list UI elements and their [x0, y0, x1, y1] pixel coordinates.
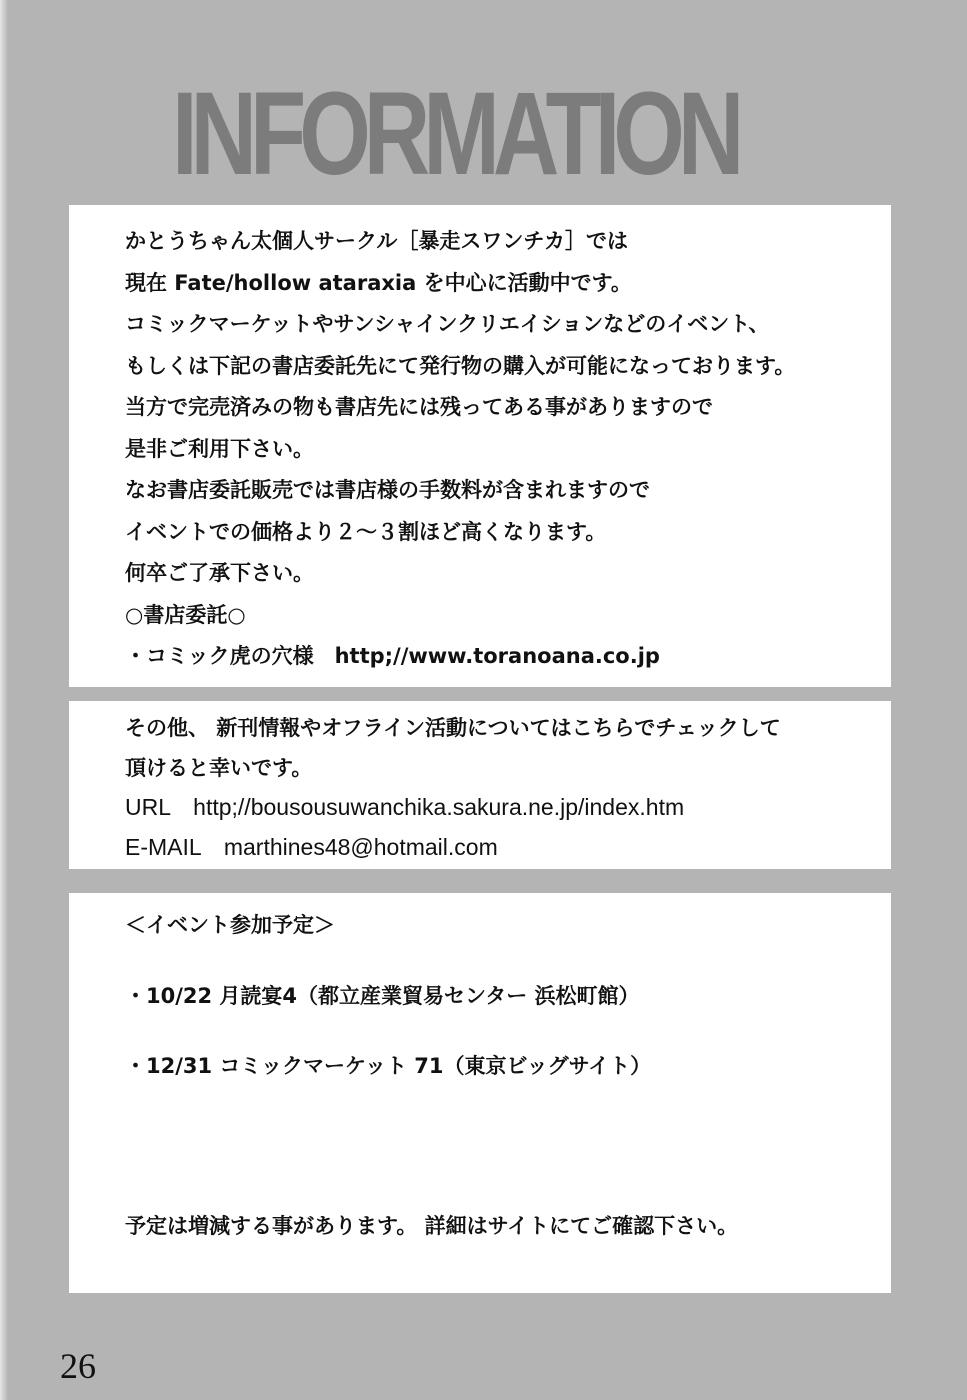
- page-number: 26: [60, 1346, 96, 1386]
- info-line-4: もしくは下記の書店委託先にて発行物の購入が可能になっております。: [125, 353, 796, 378]
- event-item: ・10/22 月読宴4（都立産業貿易センター 浜松町館）: [125, 983, 640, 1008]
- info-line-5: 当方で完売済みの物も書店先には残ってある事がありますので: [125, 395, 713, 419]
- contact-panel: [69, 701, 891, 869]
- info-line-9: 何卒ご了承下さい。: [125, 561, 314, 585]
- info-line-1: かとうちゃん太個人サークル［暴走スワンチカ］では: [125, 229, 628, 253]
- info-line-3: コミックマーケットやサンシャインクリエイションなどのイベント、: [125, 312, 770, 336]
- page-title: INFORMATION: [172, 68, 738, 200]
- events-note: 予定は増減する事があります。 詳細はサイトにてご確認下さい。: [125, 1213, 739, 1238]
- contact-line-1: その他、 新刊情報やオフライン活動についてはこちらでチェックして: [125, 716, 781, 740]
- events-panel: [69, 893, 891, 1293]
- info-line-7: なお書店委託販売では書店様の手数料が含まれますので: [125, 478, 650, 502]
- website-url[interactable]: URL http;//bousousuwanchika.sakura.ne.jp/index.htm: [125, 794, 685, 820]
- info-line-6: 是非ご利用下さい。: [125, 436, 314, 461]
- info-line-2: 現在 Fate/hollow ataraxia を中心に活動中です。: [125, 270, 632, 295]
- toranoana-link[interactable]: ・コミック虎の穴様 http;//www.toranoana.co.jp: [125, 644, 660, 668]
- event-item: ・12/31 コミックマーケット 71（東京ビッグサイト）: [125, 1054, 652, 1078]
- page-edge: [0, 0, 8, 1400]
- events-heading: ＜イベント参加予定＞: [125, 913, 335, 937]
- contact-email[interactable]: E-MAIL marthines48@hotmail.com: [125, 833, 498, 860]
- info-line-8: イベントでの価格より２～３割ほど高くなります。: [125, 519, 607, 544]
- consignment-heading: ○書店委託○: [125, 602, 246, 627]
- contact-line-2: 頂けると幸いです。: [125, 755, 313, 780]
- circle-info-panel: [69, 205, 891, 687]
